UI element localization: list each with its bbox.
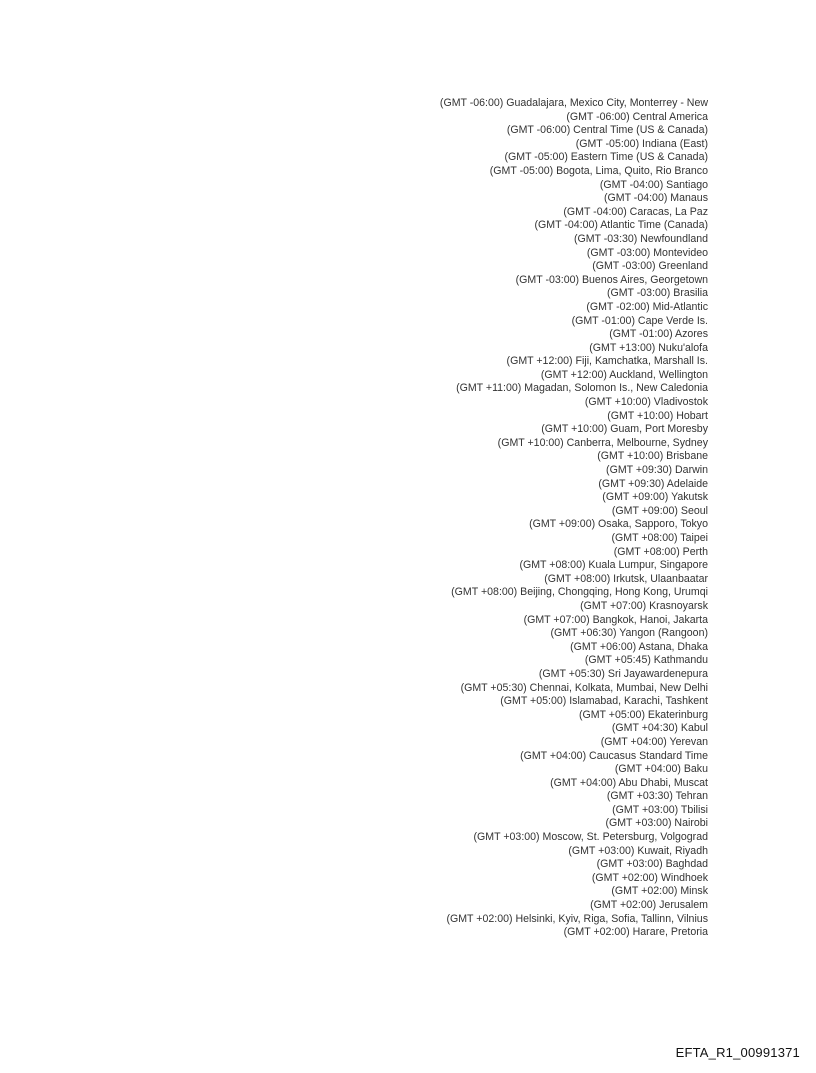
timezone-item: (GMT -03:00) Greenland	[592, 260, 708, 273]
timezone-item: (GMT -03:00) Montevideo	[586, 246, 708, 259]
timezone-item: (GMT -05:00) Bogota, Lima, Quito, Rio Branco	[489, 164, 708, 177]
timezone-item: (GMT +09:30) Adelaide	[598, 477, 708, 490]
timezone-item: (GMT +11:00) Magadan, Solomon Is., New Caledonia	[456, 382, 708, 395]
timezone-item: (GMT +07:00) Krasnoyarsk	[580, 599, 708, 612]
timezone-item: (GMT +10:00) Brisbane	[597, 450, 708, 463]
timezone-item: (GMT +03:00) Baghdad	[596, 858, 708, 871]
timezone-item: (GMT +10:00) Hobart	[607, 409, 708, 422]
timezone-item: (GMT -05:00) Indiana (East)	[575, 137, 708, 150]
timezone-item: (GMT +05:30) Sri Jayawardenepura	[538, 667, 708, 680]
timezone-item: (GMT -04:00) Manaus	[603, 192, 708, 205]
timezone-item: (GMT +13:00) Nuku'alofa	[589, 341, 708, 354]
timezone-item: (GMT +03:00) Nairobi	[605, 817, 708, 830]
timezone-item: (GMT -04:00) Atlantic Time (Canada)	[534, 219, 708, 232]
timezone-item: (GMT +05:00) Ekaterinburg	[578, 708, 708, 721]
timezone-item: (GMT +03:00) Moscow, St. Petersburg, Volgograd	[473, 831, 708, 844]
timezone-item: (GMT +08:00) Kuala Lumpur, Singapore	[519, 559, 708, 572]
timezone-item: (GMT +03:00) Kuwait, Riyadh	[568, 844, 708, 857]
timezone-item: (GMT +06:00) Astana, Dhaka	[570, 640, 708, 653]
timezone-item: (GMT -01:00) Cape Verde Is.	[571, 314, 708, 327]
timezone-item: (GMT +09:00) Seoul	[611, 504, 708, 517]
timezone-item: (GMT +05:30) Chennai, Kolkata, Mumbai, New Delhi	[460, 681, 708, 694]
timezone-item: (GMT +02:00) Windhoek	[591, 871, 708, 884]
timezone-item: (GMT +10:00) Vladivostok	[584, 396, 708, 409]
timezone-item: (GMT +04:30) Kabul	[611, 722, 708, 735]
timezone-item: (GMT -01:00) Azores	[609, 328, 708, 341]
timezone-item: (GMT +08:00) Taipei	[611, 532, 708, 544]
timezone-item: (GMT +09:00) Osaka, Sapporo, Tokyo	[529, 518, 708, 531]
timezone-item: (GMT -05:00) Eastern Time (US & Canada)	[504, 151, 708, 164]
timezone-item: (GMT -06:00) Guadalajara, Mexico City, Monterrey - New	[439, 97, 708, 109]
timezone-item: (GMT +04:00) Baku	[614, 763, 708, 776]
timezone-item: (GMT +05:00) Islamabad, Karachi, Tashkent	[500, 695, 708, 708]
timezone-item: (GMT +03:30) Tehran	[606, 790, 708, 803]
timezone-list	[440, 97, 708, 940]
timezone-item: (GMT +08:00) Irkutsk, Ulaanbaatar	[544, 572, 708, 585]
timezone-item: (GMT +02:00) Helsinki, Kyiv, Riga, Sofia, Tallinn, Vilnius	[446, 912, 708, 925]
timezone-item: (GMT +10:00) Canberra, Melbourne, Sydney	[497, 436, 708, 449]
timezone-item: (GMT +09:30) Darwin	[606, 464, 708, 477]
timezone-item: (GMT +05:45) Kathmandu	[584, 654, 708, 667]
timezone-item: (GMT +04:00) Abu Dhabi, Muscat	[550, 776, 708, 789]
timezone-item: (GMT -02:00) Mid-Atlantic	[586, 300, 708, 313]
timezone-item: (GMT -03:00) Buenos Aires, Georgetown	[515, 273, 708, 286]
timezone-item: (GMT -04:00) Caracas, La Paz	[563, 205, 708, 218]
timezone-item: (GMT -06:00) Central America	[566, 110, 708, 123]
timezone-item: (GMT +03:00) Tbilisi	[612, 803, 708, 816]
document-id-label: EFTA_R1_00991371	[675, 1045, 800, 1060]
timezone-item: (GMT +08:00) Beijing, Chongqing, Hong Kong, Urumqi	[451, 586, 708, 599]
timezone-item: (GMT -03:00) Brasilia	[606, 287, 708, 300]
timezone-item: (GMT +02:00) Jerusalem	[590, 899, 708, 912]
timezone-item: (GMT +12:00) Auckland, Wellington	[540, 368, 708, 381]
timezone-item: (GMT +12:00) Fiji, Kamchatka, Marshall Is.	[506, 355, 708, 368]
timezone-item: (GMT +02:00) Minsk	[611, 885, 708, 898]
timezone-item: (GMT +07:00) Bangkok, Hanoi, Jakarta	[523, 613, 708, 626]
timezone-item: (GMT +04:00) Yerevan	[600, 735, 708, 748]
timezone-item: (GMT +02:00) Harare, Pretoria	[563, 926, 708, 939]
timezone-item: (GMT +04:00) Caucasus Standard Time	[520, 749, 708, 762]
timezone-item: (GMT +09:00) Yakutsk	[602, 491, 708, 504]
timezone-item: (GMT +10:00) Guam, Port Moresby	[541, 423, 708, 436]
timezone-item: (GMT -03:30) Newfoundland	[573, 232, 708, 245]
timezone-item: (GMT -04:00) Santiago	[599, 178, 708, 191]
timezone-item: (GMT +08:00) Perth	[613, 545, 708, 558]
timezone-item: (GMT -06:00) Central Time (US & Canada)	[506, 124, 708, 137]
timezone-item: (GMT +06:30) Yangon (Rangoon)	[550, 627, 708, 640]
